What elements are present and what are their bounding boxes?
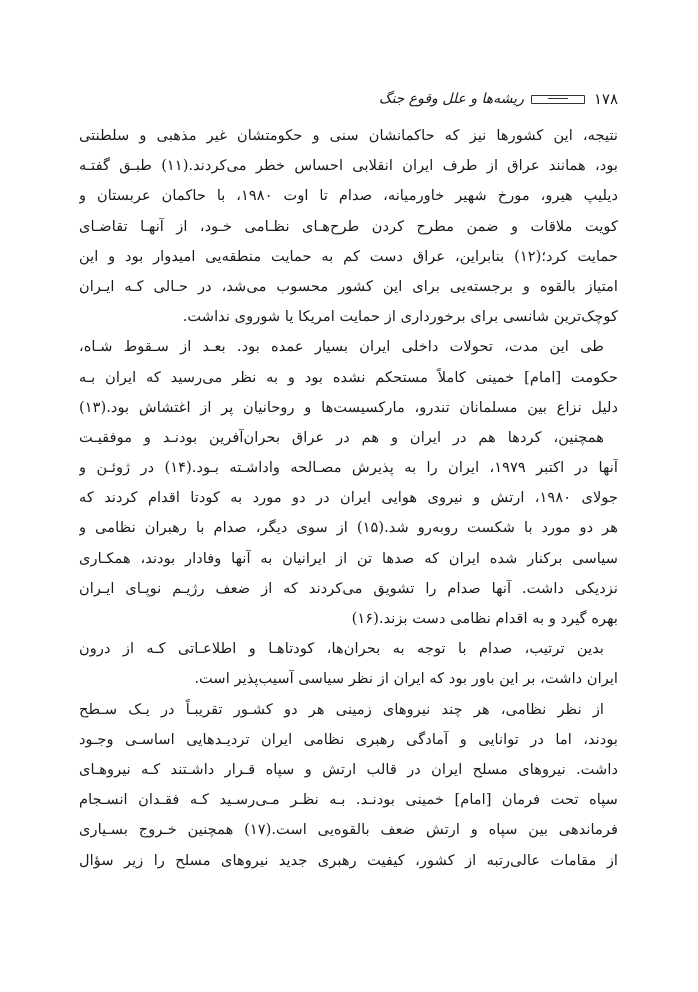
text-line: از نظر نظامی، هر چند نیروهای زمینی هر دو کشـور تقریبـاً در یـک سـطح [79, 700, 604, 718]
text-line: جولای ۱۹۸۰، ارتش و نیروی هوایی ایران در دو مورد به کودتا اقدام کردند که [79, 489, 618, 507]
text-line: حکومت [امام] خمینی کاملاً مستحکم نشده بود و به نظر می‌رسید که ایران بـه [79, 368, 618, 386]
text-line: ایران داشت، بر این باور بود که ایران از نظر سیاسی آسیب‌پذیر است. [194, 670, 618, 688]
text-line: نتیجه، این کشورها نیز که حاکمانشان سنی و حکومتشان غیر مذهبی و سلطنتی [79, 127, 618, 144]
text-line: بود، همانند عراق از طرف ایران انقلابی احساس خطر می‌کردند.(۱۱) طبـق گفتـه [79, 157, 618, 175]
text-line: طی این مدت، تحولات داخلی ایران بسیار عمده بود. بعـد از سـقوط شـاه، [79, 338, 604, 356]
text-line: نزدیکی داشت. آنها صدام را تشویق می‌کردند که از ضعف رژیـم نوپـای ایـران [79, 579, 618, 597]
running-title: ریشه‌ها و علل وقوع جنگ [378, 91, 524, 107]
text-line: داشت. نیروهای مسلح ایران در قالب ارتش و سپاه قـرار داشـتند کـه نیروهـای [79, 760, 618, 778]
text-line: همچنین، کردها هم در ایران و هم در عراق بحران‌آفرین بودنـد و موفقیـت [79, 428, 604, 446]
page-number: ۱۷۸ [593, 90, 618, 108]
text-line: سپاه تحت فرمان [امام] خمینی بودنـد. بـه نظـر مـی‌رسـید کـه فقـدان انسـجام [79, 791, 618, 809]
text-line: حمایت کرد؛(۱۲) بنابراین، عراق دست کم به حمایت منطقه‌یی امیدوار بود و این [79, 247, 618, 265]
text-line: فرماندهی بین سپاه و ارتش ضعف بالقوه‌یی است.(۱۷) همچنین خـروج بسـیاری [79, 821, 618, 839]
text-line: دیلیپ هیرو، مورخ شهیر خاورمیانه، صدام تا اوت ۱۹۸۰، با حاکمان عربستان و [79, 187, 618, 205]
text-line: بودند، اما در توانایی و آمادگی رهبری نظامی ایران تردیـدهایی اساسـی وجـود [79, 730, 618, 748]
ornament-rule [531, 95, 585, 104]
text-line: از مقامات عالی‌رتبه از کشور، کیفیت رهبری جدید نیروهای مسلح را زیر سؤال [79, 851, 618, 869]
text-line: کوچک‌ترین شانسی برای برخورداری از حمایت امریکا یا شوروی نداشت. [182, 308, 618, 326]
text-line: هر دو مورد با شکست روبه‌رو شد.(۱۵) از سوی دیگر، صدام با رهبران نظامی و [79, 519, 618, 537]
text-line: سیاسی برکنار شده ایران که صدها تن از ایرانیان به آنها وفادار بودند، همکـاری [79, 549, 618, 567]
running-head [79, 86, 618, 112]
text-line: بدین ترتیب، صدام با توجه به بحران‌ها، کودتاهـا و اطلاعـاتی کـه از درون [79, 640, 604, 658]
text-line: امتیاز بالقوه و برجسته‌یی برای این کشور محسوب می‌شد، در حـالی کـه ایـران [79, 277, 618, 295]
text-line: آنها در اکتبر ۱۹۷۹، ایران را به پذیرش مصـالحه واداشـته بـود.(۱۴) در ژوئـن و [79, 459, 618, 477]
text-line: دلیل نزاع بین مسلمانان تندرو، مارکسیست‌ها و روحانیان پر از اغتشاش بود.(۱۳) [79, 398, 618, 416]
text-line: بهره گیرد و به اقدام نظامی دست بزند.(۱۶) [351, 610, 618, 627]
text-line: کویت ملاقات و ضمن مطرح کردن طرح‌هـای نظـامی خـود، از آنهـا تقاضـای [79, 217, 618, 235]
body-text [79, 121, 618, 876]
